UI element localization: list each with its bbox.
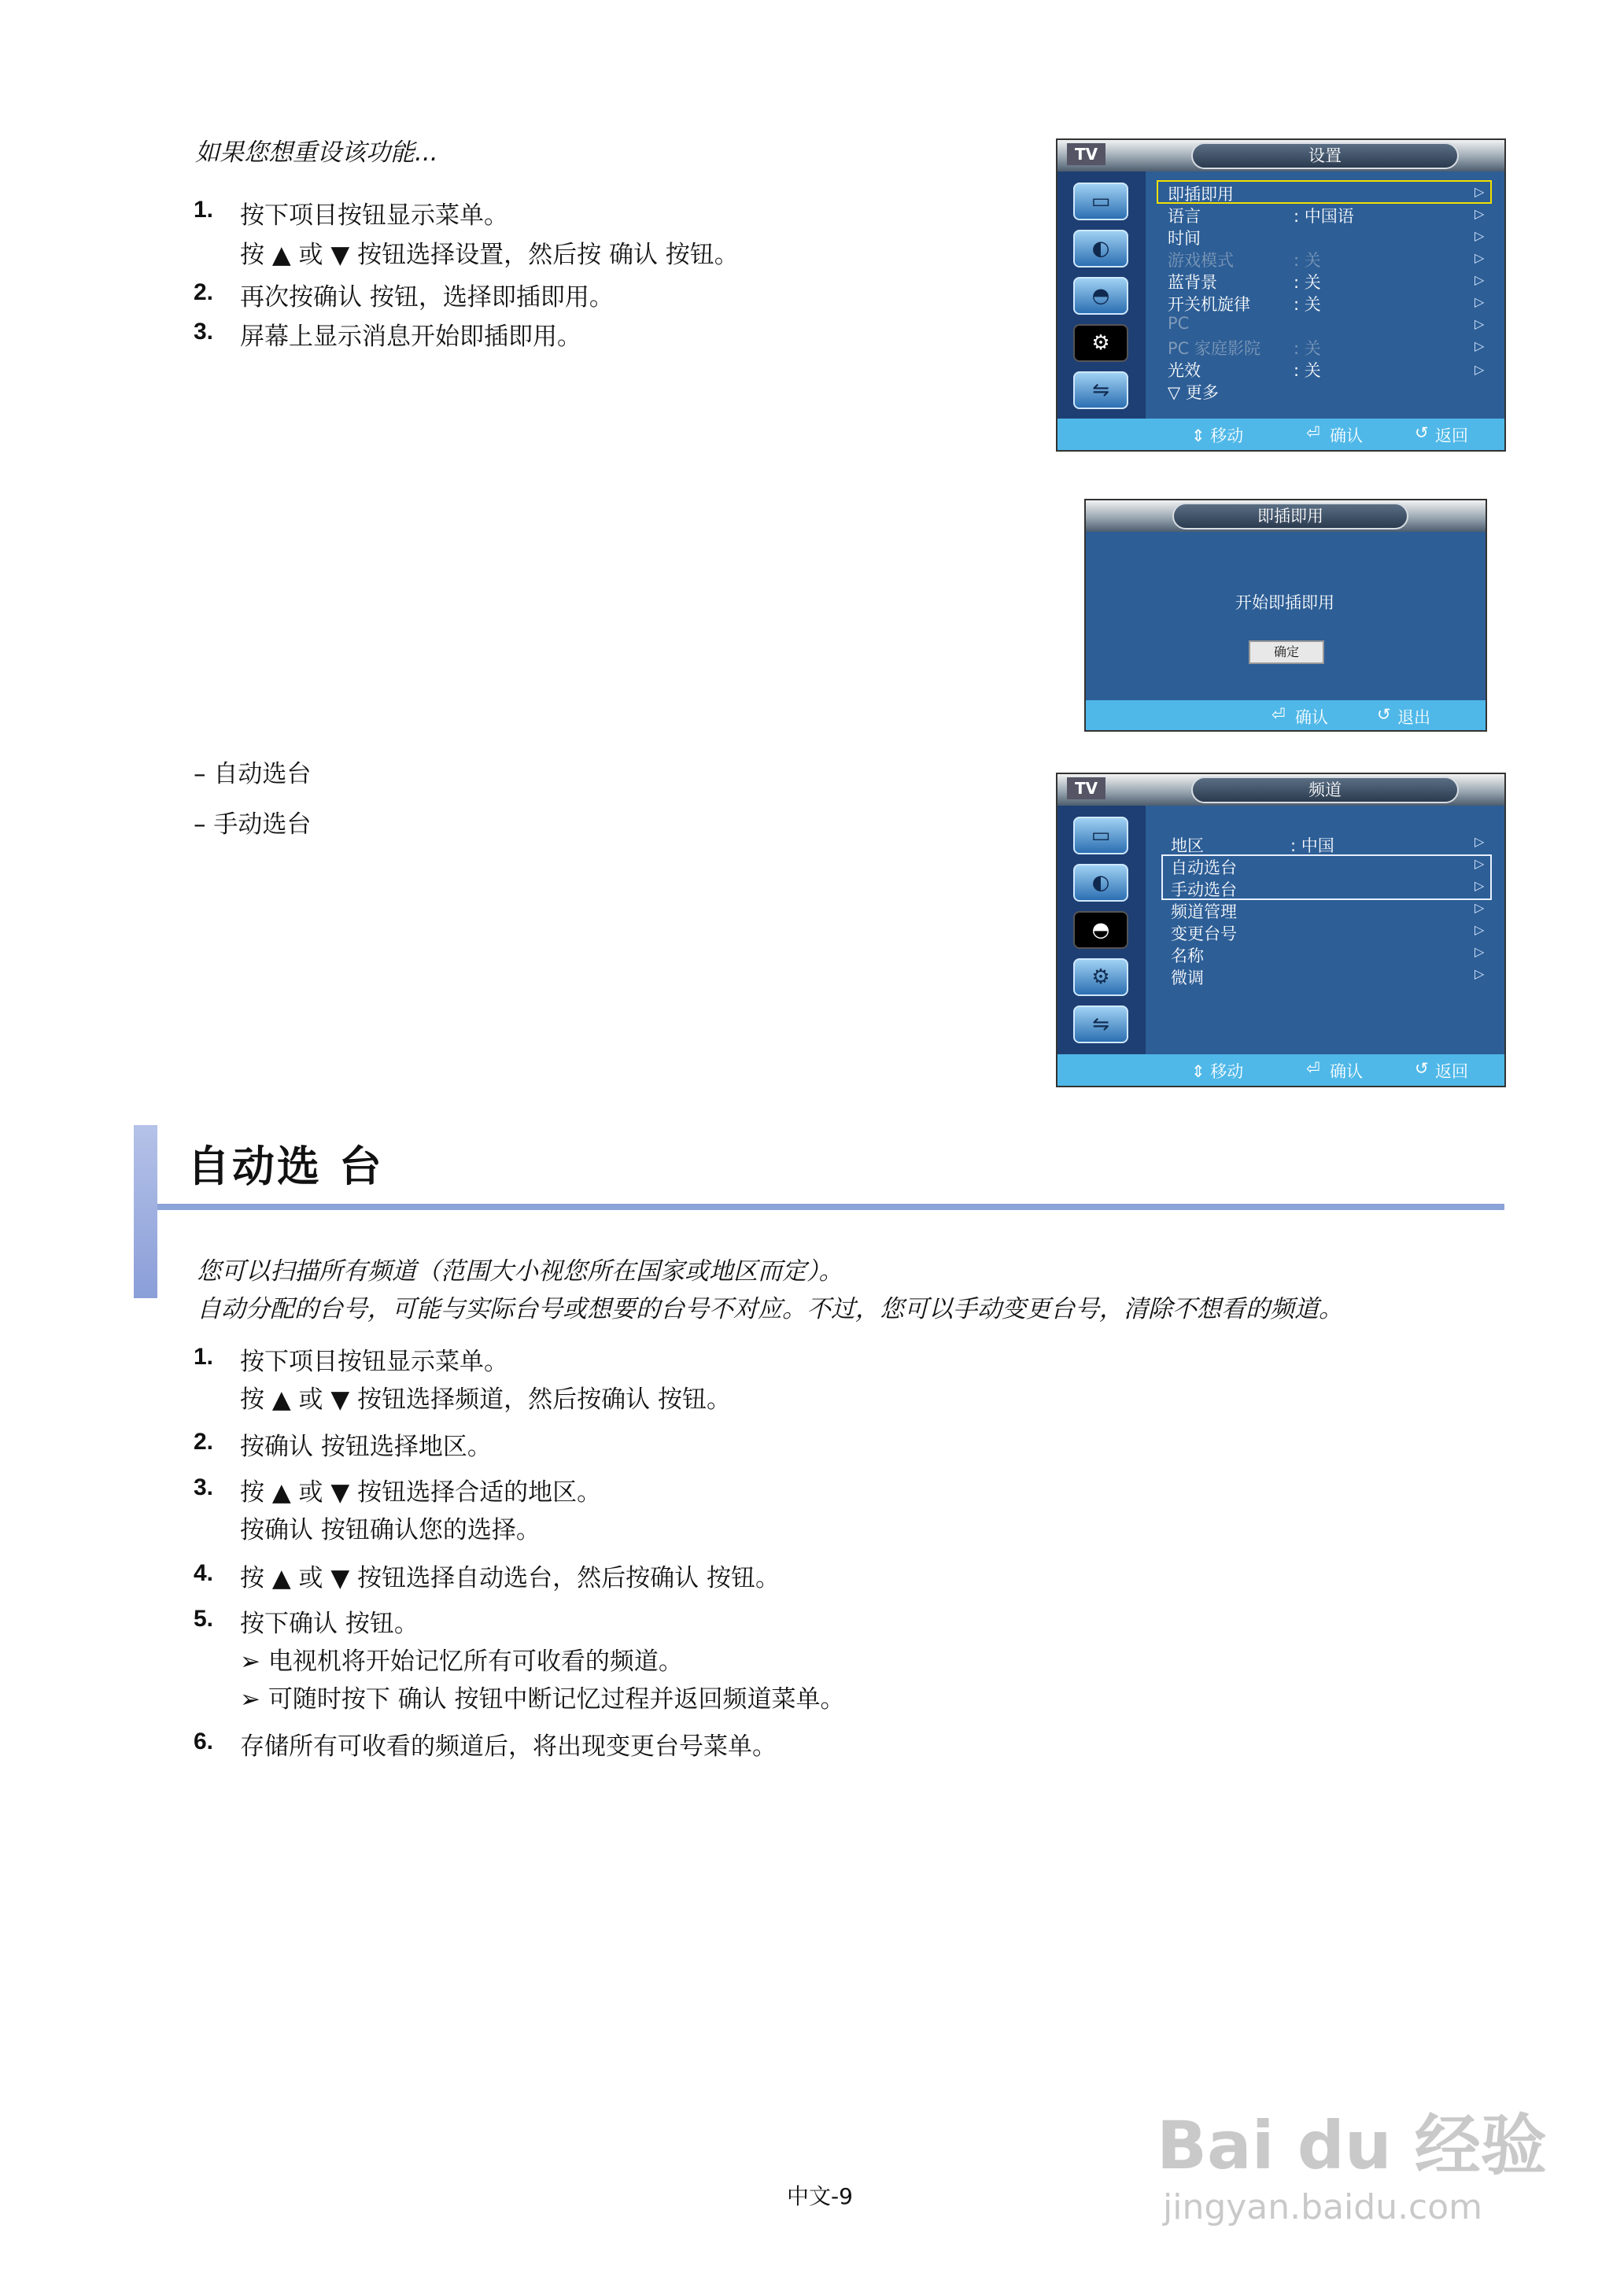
menu-value: : 关 bbox=[1294, 273, 1321, 292]
menu-value: : 关 bbox=[1294, 251, 1321, 270]
menu-item-fine-tune[interactable]: 微调 bbox=[1171, 969, 1204, 987]
arrow-right-icon: ▷ bbox=[1475, 316, 1485, 331]
menu-item-sort[interactable]: 变更台号 bbox=[1171, 924, 1237, 943]
menu-value: : 中国 bbox=[1290, 836, 1334, 855]
osd-title: 即插即用 bbox=[1172, 503, 1408, 529]
footer-back: 返回 bbox=[1435, 1062, 1468, 1081]
step-line: 按 ▲ 或 ▼ 按钮选择频道，然后按确认 按钮。 bbox=[240, 1385, 731, 1414]
sound-icon[interactable]: ◐ bbox=[1073, 864, 1128, 902]
menu-item-pc[interactable]: PC bbox=[1168, 314, 1190, 333]
channel-icon[interactable]: ◓ bbox=[1073, 277, 1128, 315]
arrow-right-icon: ▷ bbox=[1475, 184, 1485, 199]
menu-item-auto-store[interactable]: 自动选台 bbox=[1171, 858, 1237, 877]
menu-item-time[interactable]: 时间 bbox=[1168, 229, 1201, 248]
menu-item-name[interactable]: 名称 bbox=[1171, 946, 1204, 965]
step-line: 屏幕上显示消息开始即插即用。 bbox=[240, 323, 581, 351]
step-line: 按 ▲ 或 ▼ 按钮选择自动选台，然后按确认 按钮。 bbox=[240, 1564, 780, 1592]
menu-value: : 关 bbox=[1294, 295, 1321, 314]
arrow-right-icon: ▷ bbox=[1475, 900, 1485, 915]
enter-icon: ⏎ bbox=[1272, 705, 1286, 724]
return-icon: ↺ bbox=[1415, 423, 1429, 442]
arrow-right-icon: ▷ bbox=[1475, 944, 1485, 959]
footer-confirm: 确认 bbox=[1295, 708, 1328, 727]
reset-intro: 如果您想重设该功能... bbox=[195, 138, 438, 167]
arrow-right-icon: ▷ bbox=[1475, 362, 1485, 377]
menu-item-light-effect[interactable]: 光效 bbox=[1168, 361, 1201, 380]
step-line: 再次按确认 按钮，选择即插即用。 bbox=[240, 283, 614, 312]
dash-item-manual: – 手动选台 bbox=[194, 810, 312, 839]
step-line: 按下项目按钮显示菜单。 bbox=[240, 201, 508, 230]
channel-icon[interactable]: ◓ bbox=[1073, 911, 1128, 949]
menu-value: : 关 bbox=[1294, 361, 1321, 380]
arrow-right-icon: ▷ bbox=[1475, 966, 1485, 981]
arrow-right-icon: ▷ bbox=[1475, 856, 1485, 871]
menu-item-blue-screen[interactable]: 蓝背景 bbox=[1168, 273, 1217, 292]
setup-gear-icon[interactable]: ⚙ bbox=[1073, 324, 1128, 362]
step-line: 按 ▲ 或 ▼ 按钮选择合适的地区。 bbox=[240, 1478, 602, 1507]
step-number: 1. bbox=[194, 197, 214, 223]
menu-item-game-mode[interactable]: 游戏模式 bbox=[1168, 251, 1234, 270]
input-plug-icon[interactable]: ⇋ bbox=[1073, 371, 1128, 409]
step-line: 按确认 按钮选择地区。 bbox=[240, 1433, 492, 1461]
arrow-right-icon: ▷ bbox=[1475, 228, 1485, 243]
step-number: 5. bbox=[194, 1606, 214, 1632]
step-number: 4. bbox=[194, 1560, 214, 1586]
note-line: ➢ 电视机将开始记忆所有可收看的频道。 bbox=[240, 1647, 683, 1676]
step-line: 按确认 按钮确认您的选择。 bbox=[240, 1516, 541, 1544]
footer-move: ⇕ 移动 bbox=[1191, 1062, 1244, 1081]
step-number: 2. bbox=[194, 279, 214, 305]
picture-icon[interactable]: ▭ bbox=[1073, 183, 1128, 220]
osd-tv-label: TV bbox=[1067, 143, 1105, 165]
menu-item-language[interactable]: 语言 bbox=[1168, 207, 1201, 226]
arrow-right-icon: ▷ bbox=[1475, 338, 1485, 353]
menu-value: : 中国语 bbox=[1294, 207, 1354, 226]
menu-item-channel-manager[interactable]: 频道管理 bbox=[1171, 902, 1237, 921]
menu-item-pc-home-theater[interactable]: PC 家庭影院 bbox=[1168, 339, 1261, 358]
arrow-right-icon: ▷ bbox=[1475, 294, 1485, 309]
arrow-right-icon: ▷ bbox=[1475, 272, 1485, 287]
heading-accent-bar bbox=[134, 1125, 157, 1298]
osd-sidebar bbox=[1057, 172, 1146, 419]
arrow-right-icon: ▷ bbox=[1475, 922, 1485, 937]
arrow-right-icon: ▷ bbox=[1475, 250, 1485, 265]
footer-exit: 退出 bbox=[1397, 708, 1430, 727]
osd-tv-label: TV bbox=[1067, 777, 1105, 799]
footer-confirm: 确认 bbox=[1330, 1062, 1363, 1081]
dash-item-auto: – 自动选台 bbox=[194, 760, 312, 788]
return-icon: ↺ bbox=[1377, 705, 1391, 724]
sound-icon[interactable]: ◐ bbox=[1073, 230, 1128, 268]
step-line: 按下项目按钮显示菜单。 bbox=[240, 1348, 508, 1376]
setup-gear-icon[interactable]: ⚙ bbox=[1073, 958, 1128, 996]
menu-item-manual-store[interactable]: 手动选台 bbox=[1171, 880, 1237, 899]
baidu-watermark-url: jingyan.baidu.com bbox=[1163, 2187, 1483, 2227]
osd-plug-and-play-dialog bbox=[1084, 499, 1487, 732]
intro-line: 您可以扫描所有频道（范围大小视您所在国家或地区而定）。 bbox=[197, 1257, 843, 1286]
osd-footer bbox=[1057, 419, 1504, 450]
step-line: 存储所有可收看的频道后，将出现变更台号菜单。 bbox=[240, 1732, 777, 1761]
step-number: 1. bbox=[194, 1344, 214, 1370]
enter-icon: ⏎ bbox=[1306, 1059, 1320, 1078]
return-icon: ↺ bbox=[1415, 1059, 1429, 1078]
menu-item-area[interactable]: 地区 bbox=[1171, 836, 1204, 855]
menu-item-melody[interactable]: 开关机旋律 bbox=[1168, 295, 1250, 314]
arrow-right-icon: ▷ bbox=[1475, 834, 1485, 849]
step-number: 3. bbox=[194, 319, 214, 345]
footer-move: ⇕ 移动 bbox=[1191, 426, 1244, 445]
osd-setup-menu bbox=[1056, 138, 1506, 452]
picture-icon[interactable]: ▭ bbox=[1073, 817, 1128, 854]
menu-item-more[interactable]: ▽ 更多 bbox=[1168, 383, 1219, 402]
arrow-right-icon: ▷ bbox=[1475, 878, 1485, 893]
menu-item-plug-and-play[interactable]: 即插即用 bbox=[1168, 185, 1234, 204]
osd-title: 频道 bbox=[1191, 777, 1459, 803]
step-number: 3. bbox=[194, 1474, 214, 1500]
dialog-message: 开始即插即用 bbox=[1235, 593, 1334, 612]
osd-footer bbox=[1086, 700, 1486, 730]
enter-icon: ⏎ bbox=[1306, 423, 1320, 442]
step-number: 6. bbox=[194, 1729, 214, 1754]
osd-title: 设置 bbox=[1191, 142, 1459, 169]
menu-value: : 关 bbox=[1294, 339, 1321, 358]
input-plug-icon[interactable]: ⇋ bbox=[1073, 1005, 1128, 1043]
intro-line: 自动分配的台号，可能与实际台号或想要的台号不对应。不过，您可以手动变更台号，清除不想看的频道。 bbox=[197, 1295, 1343, 1323]
footer-confirm: 确认 bbox=[1330, 426, 1363, 445]
osd-channel-menu bbox=[1056, 773, 1506, 1087]
arrow-right-icon: ▷ bbox=[1475, 206, 1485, 221]
heading-rule bbox=[157, 1204, 1504, 1210]
step-line: 按 ▲ 或 ▼ 按钮选择设置，然后按 确认 按钮。 bbox=[240, 241, 739, 269]
osd-sidebar bbox=[1057, 806, 1146, 1054]
note-line: ➢ 可随时按下 确认 按钮中断记忆过程并返回频道菜单。 bbox=[240, 1685, 845, 1714]
osd-footer bbox=[1057, 1054, 1504, 1086]
step-line: 按下确认 按钮。 bbox=[240, 1610, 419, 1638]
ok-button[interactable]: 确定 bbox=[1249, 640, 1324, 664]
page-number: 中文-9 bbox=[787, 2183, 853, 2209]
section-heading: 自动选 台 bbox=[187, 1142, 384, 1191]
step-number: 2. bbox=[194, 1429, 214, 1455]
baidu-watermark-logo: Bai du 经验 bbox=[1157, 2107, 1547, 2184]
footer-back: 返回 bbox=[1435, 426, 1468, 445]
